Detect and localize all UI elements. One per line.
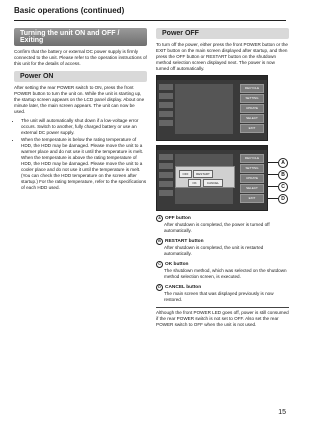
callout-b: B	[278, 170, 288, 180]
exit-button[interactable]: EXIT	[240, 194, 264, 203]
button-legend	[156, 215, 289, 303]
section-title-power: Turning the unit ON and OFF / Exiting	[14, 28, 147, 46]
legend-letter: C	[156, 261, 163, 268]
power-note: Although the front POWER LED goes off, power is still consumed if the rear POWER switch is not set to OFF. Also set the rear POWER switch to OFF when the unit is not used.	[156, 307, 289, 328]
side-slot	[159, 111, 173, 117]
recycle-button[interactable]: RECYCLE	[240, 84, 264, 93]
shutdown-dialog	[175, 166, 235, 188]
side-slot	[159, 93, 173, 99]
legend-desc: After shutdown is completed, the power is turned off automatically.	[164, 222, 270, 233]
legend-item-restart	[156, 238, 289, 257]
legend-letter: D	[156, 284, 163, 291]
power-on-text: After setting the rear POWER switch to ON, press the front POWER button to turn the unit on. While the unit is starting up, the startup screen appears on the LCD panel display. About one minute later, the main screen appears. The unit can now be used.	[14, 85, 145, 114]
left-column	[14, 28, 147, 193]
screen-topbar	[157, 146, 267, 150]
recycle-button[interactable]: RECYCLE	[240, 154, 264, 163]
power-off-title: Power OFF	[156, 28, 289, 39]
restart-button[interactable]: RESTART	[193, 170, 213, 178]
note-item: • The unit will automatically shut down if a low-voltage error occurs. Switch to another, fully charged battery or use an external DC power supply.	[21, 118, 147, 136]
callout-line	[268, 162, 278, 163]
screen-topbar	[157, 76, 267, 80]
page-number: 15	[278, 409, 286, 416]
side-slot	[159, 181, 173, 187]
screen-main-area	[175, 84, 233, 134]
callout-line	[268, 186, 278, 187]
cancel-button[interactable]: CANCEL	[203, 179, 223, 187]
legend-item-cancel	[156, 284, 289, 303]
page-header: Basic operations (continued)	[14, 6, 286, 21]
update-button[interactable]: UPDATE	[240, 104, 264, 113]
side-slot	[159, 84, 173, 90]
side-slot	[159, 120, 173, 126]
ok-button[interactable]: OK	[188, 179, 201, 187]
callout-line	[268, 174, 278, 175]
side-slot	[159, 172, 173, 178]
legend-item-ok	[156, 261, 289, 280]
power-off-text: To turn off the power, either press the front POWER button or the EXIT button on the main screen displayed after startup, and then press the OFF button or RESTART button on the shutdown method selection screen displayed next. The power is now turned off automatically.	[156, 42, 288, 71]
callout-c: C	[278, 182, 288, 192]
exit-button[interactable]: EXIT	[240, 124, 264, 133]
main-screen-screenshot	[156, 75, 268, 141]
callout-a: A	[278, 158, 288, 168]
select-button[interactable]: SELECT	[240, 184, 264, 193]
side-slot	[159, 102, 173, 108]
setting-button[interactable]: SETTING	[240, 164, 264, 173]
legend-title: RESTART button	[165, 239, 204, 244]
side-slot	[159, 190, 173, 196]
side-slot	[159, 163, 173, 169]
legend-desc: After shutdown is completed, the unit is restarted automatically.	[164, 245, 264, 256]
legend-title: CANCEL button	[165, 285, 202, 290]
legend-letter: B	[156, 238, 163, 245]
right-column	[156, 28, 289, 328]
intro-text: Confirm that the battery or external DC power supply is firmly connected to the unit. Please refer to the operation instructions of this unit for the details of access.	[14, 49, 147, 66]
legend-letter: A	[156, 215, 163, 222]
side-slot	[159, 154, 173, 160]
legend-title: OK button	[165, 262, 189, 267]
shutdown-screen-wrapper	[156, 145, 289, 211]
callout-d: D	[278, 194, 288, 204]
legend-desc: The main screen that was displayed previously is now restored.	[164, 291, 274, 302]
legend-title: OFF button	[165, 216, 191, 221]
setting-button[interactable]: SETTING	[240, 94, 264, 103]
legend-item-off	[156, 215, 289, 234]
callout-line	[268, 198, 278, 199]
off-button[interactable]: OFF	[179, 170, 192, 178]
legend-desc: The shutdown method, which was selected on the shutdown method selection screen, is executed.	[164, 268, 287, 279]
shutdown-screen-screenshot	[156, 145, 268, 211]
select-button[interactable]: SELECT	[240, 114, 264, 123]
power-on-notes	[14, 118, 147, 191]
power-on-title: Power ON	[14, 71, 147, 82]
update-button[interactable]: UPDATE	[240, 174, 264, 183]
note-item: • When the temperature is below the rating temperature of HDD, the HDD may be damaged. Please move the unit to a warmer place and do not use it until the temperature is melt. When the temperature is above the rating temperature of HDD, the HDD may be damaged. Please move the unit to a cooler place and do not use it until the temperature is melt. (You can check the HDD temperature on the screen after startup.) For the rating temperature, refer to the specifications of each HDD used.	[21, 137, 147, 191]
